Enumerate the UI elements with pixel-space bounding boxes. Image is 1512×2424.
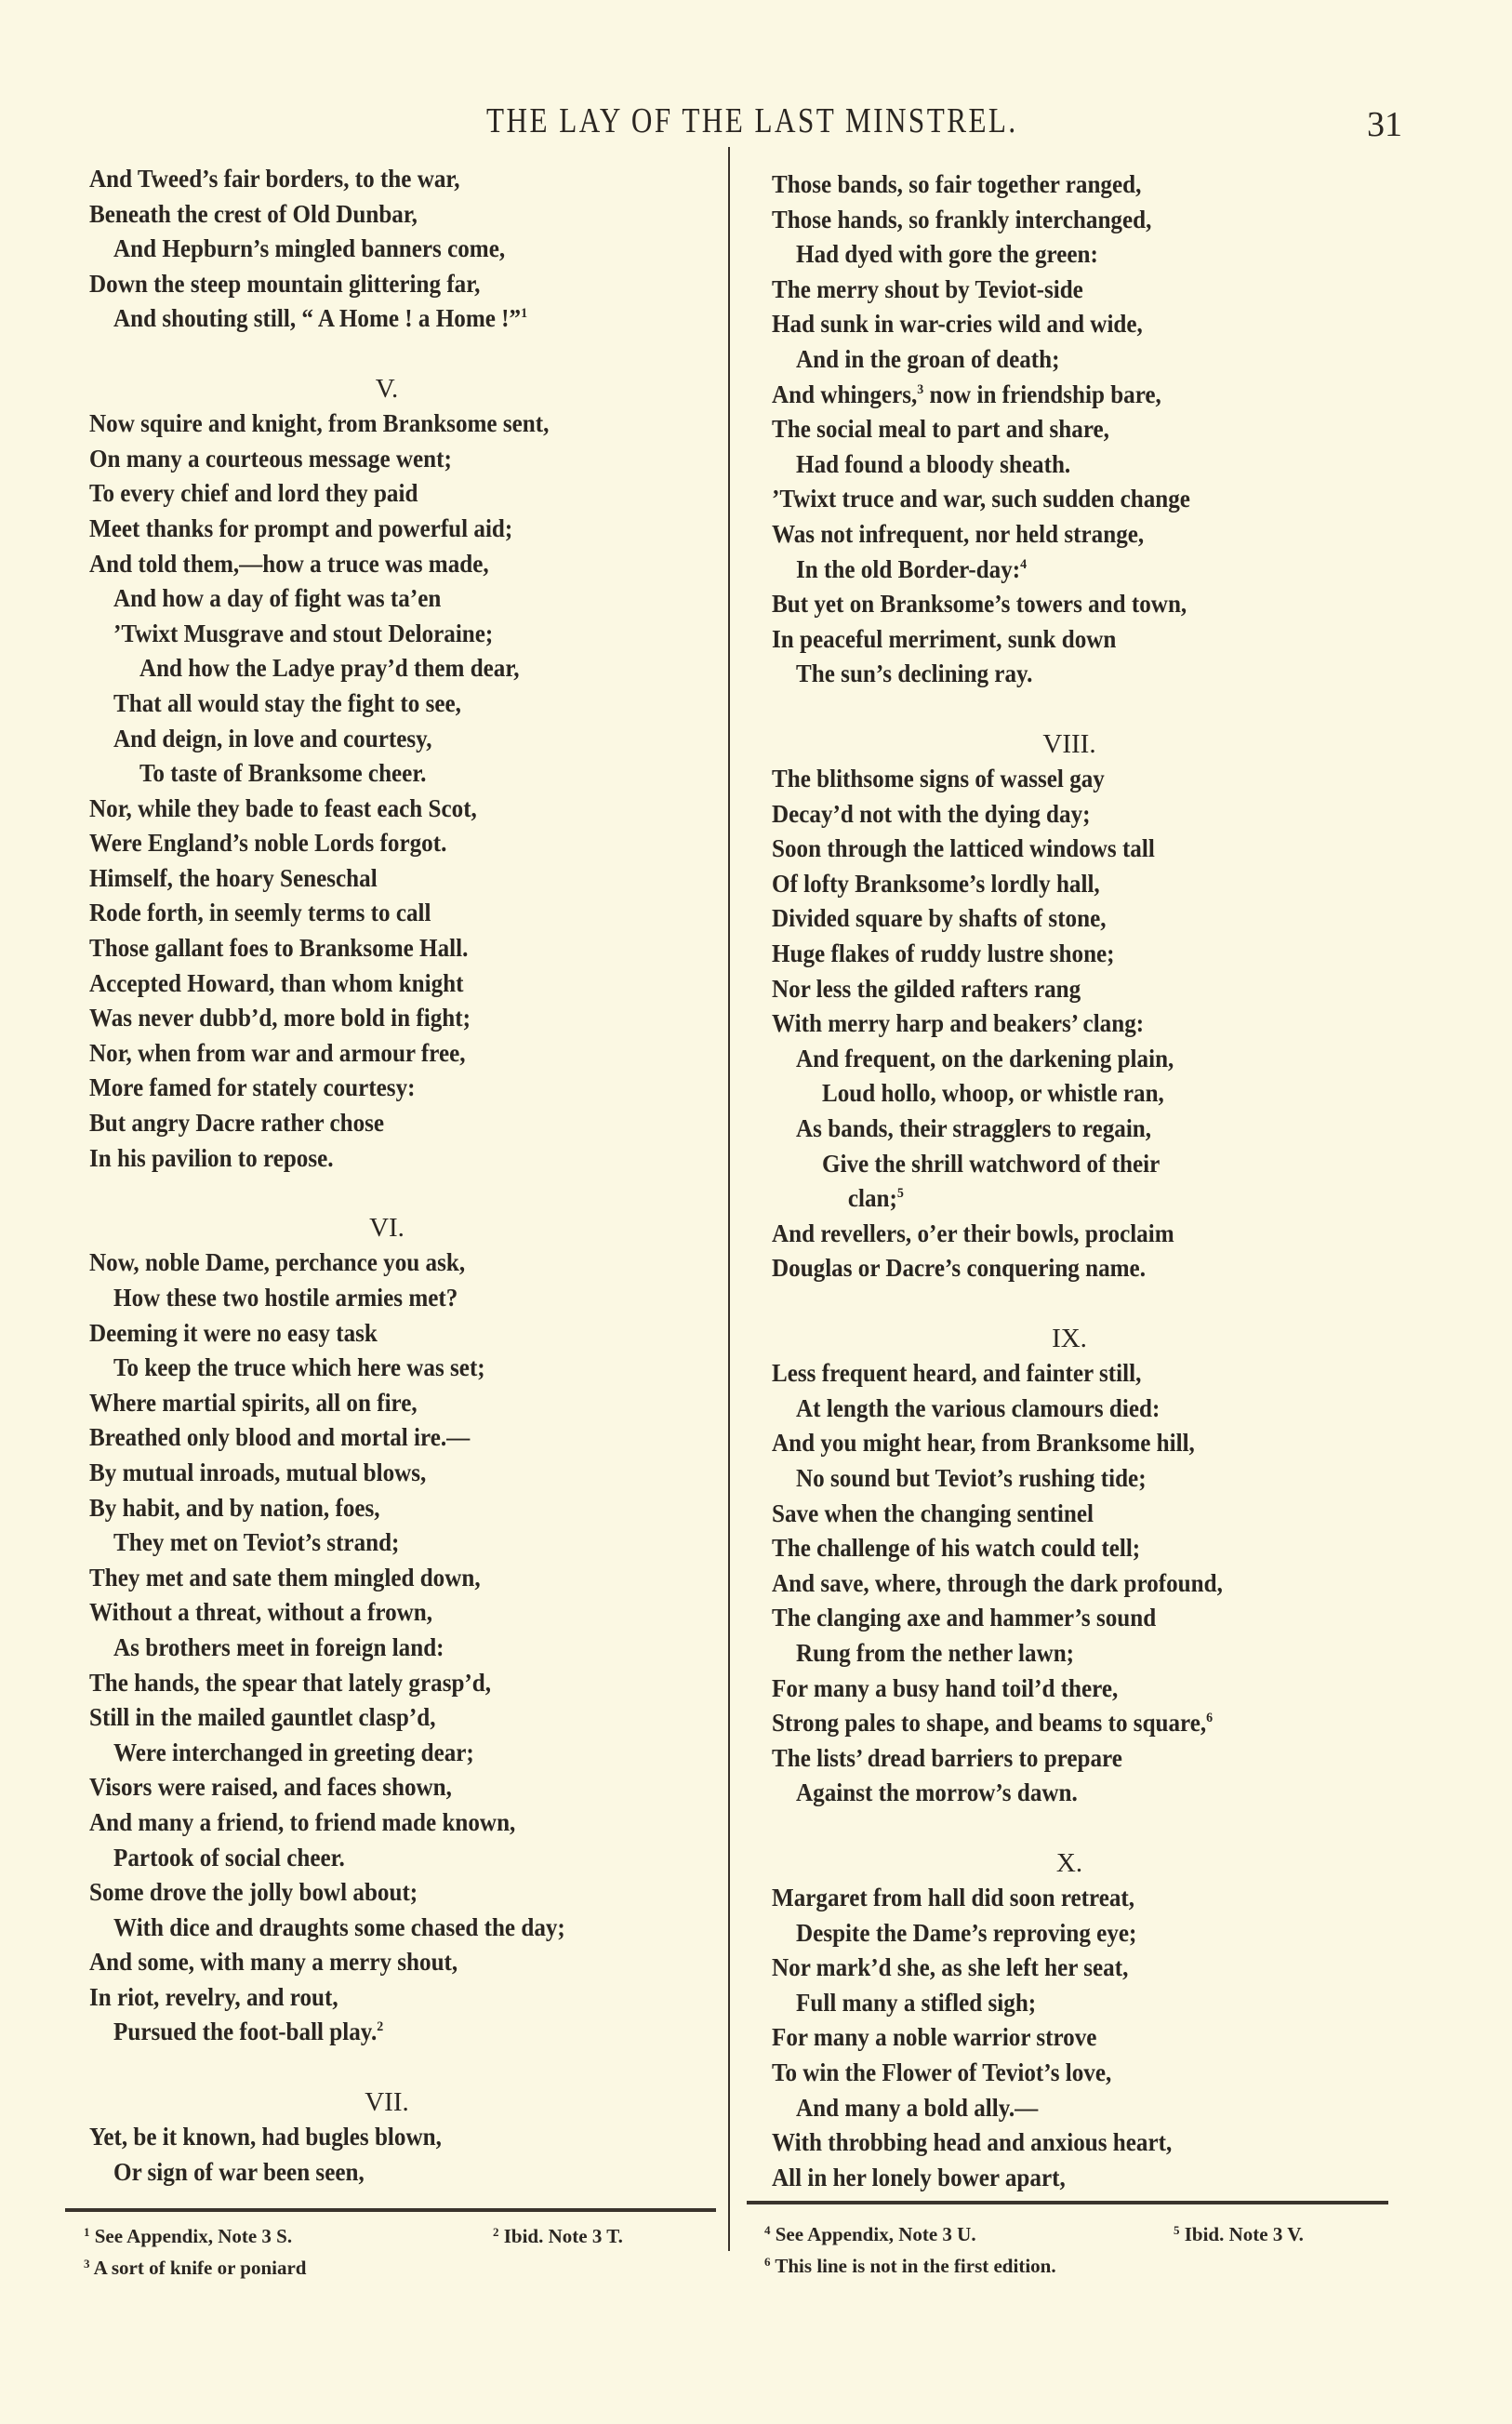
- verse-line: [89, 1245, 695, 1281]
- line-text: As brothers meet in foreign land:: [113, 1632, 444, 1661]
- verse-line: [772, 657, 1377, 692]
- line-text: Divided square by shafts of stone,: [772, 904, 1107, 933]
- line-text: Despite the Dame’s reproving eye;: [796, 1918, 1137, 1947]
- verse-line: [89, 1491, 695, 1526]
- line-text: Less frequent heard, and fainter still,: [772, 1359, 1142, 1388]
- verse-line: [772, 342, 1377, 378]
- line-text: Those gallant foes to Branksome Hall.: [89, 934, 469, 963]
- line-text: And many a bold ally.—: [796, 2093, 1039, 2122]
- verse-line: [89, 197, 695, 233]
- line-text: Margaret from hall did soon retreat,: [772, 1884, 1135, 1912]
- verse-line: [772, 1706, 1377, 1741]
- verse-line: [89, 442, 695, 477]
- footnote-ref: 6: [1206, 1711, 1214, 1726]
- line-text: Were interchanged in greeting dear;: [113, 1738, 474, 1766]
- verse-line: [89, 1386, 695, 1421]
- blank-line: [772, 1286, 1377, 1322]
- verse-line: [89, 1666, 695, 1701]
- verse-line: [772, 2125, 1377, 2161]
- line-text: All in her lonely bower apart,: [772, 2163, 1066, 2191]
- footnote-4: $^4$ See Appendix, Note 3 U.: [764, 2223, 976, 2245]
- verse-line: [772, 1601, 1377, 1636]
- line-text: With dice and draughts some chased the day;: [113, 1912, 565, 1941]
- line-text: But angry Dacre rather chose: [89, 1109, 385, 1138]
- line-text: To every chief and lord they paid: [89, 479, 418, 508]
- verse-line: [89, 651, 695, 686]
- line-text: And revellers, o’er their bowls, proclaim: [772, 1219, 1174, 1247]
- blank-line: [89, 1176, 695, 1211]
- line-text: And how the Ladye pray’d them dear,: [139, 654, 520, 683]
- verse-line: [772, 517, 1377, 553]
- verse-line: [89, 1595, 695, 1631]
- blank-line: [772, 1811, 1377, 1846]
- line-text: Yet, be it known, had bugles blown,: [89, 2123, 442, 2151]
- line-text: By habit, and by nation, foes,: [89, 1493, 380, 1522]
- verse-line: [89, 756, 695, 792]
- line-text: In peaceful merriment, sunk down: [772, 624, 1117, 653]
- line-text: Nor, when from war and armour free,: [89, 1038, 466, 1067]
- verse-line: [772, 447, 1377, 483]
- line-text: And shouting still, “ A Home ! a Home !”: [113, 304, 522, 333]
- line-text: The hands, the spear that lately grasp’d,: [89, 1668, 492, 1697]
- line-text: They met on Teviot’s strand;: [113, 1528, 400, 1557]
- verse-line: [772, 1636, 1377, 1671]
- line-text: And many a friend, to friend made known,: [89, 1807, 516, 1836]
- verse-line: [89, 476, 695, 512]
- footnote-ref: 4: [1020, 556, 1028, 572]
- verse-line: [772, 867, 1377, 902]
- line-text: Save when the changing sentinel: [772, 1498, 1094, 1527]
- line-text: That all would stay the fight to see,: [113, 688, 461, 717]
- verse-line: [89, 2015, 695, 2050]
- line-text: Rung from the nether lawn;: [796, 1638, 1075, 1667]
- verse-line: [89, 617, 695, 652]
- verse-line: [89, 792, 695, 827]
- line-text: And whingers,: [772, 380, 918, 408]
- verse-line: [772, 1426, 1377, 1461]
- verse-line: [772, 2056, 1377, 2091]
- footnote-6: $^6$ This line is not in the first edition.: [764, 2255, 1056, 2277]
- verse-line: [772, 167, 1377, 203]
- stanza-number: [772, 727, 1367, 763]
- line-text: To keep the truce which here was set;: [113, 1353, 485, 1382]
- line-text: In his pavilion to repose.: [89, 1143, 334, 1172]
- footnote-5: $^5$ Ibid. Note 3 V.: [1174, 2223, 1304, 2245]
- line-text: Huge flakes of ruddy lustre shone;: [772, 939, 1115, 968]
- line-text: By mutual inroads, mutual blows,: [89, 1458, 427, 1486]
- verse-line: [772, 1356, 1377, 1392]
- verse-line: [772, 1741, 1377, 1777]
- verse-line: [89, 1036, 695, 1072]
- footnote-ref: 3: [917, 381, 924, 397]
- line-text: Full many a stifled sigh;: [796, 1988, 1037, 2017]
- line-text: And Hepburn’s mingled banners come,: [113, 234, 506, 263]
- footnote-rule-right: [747, 2201, 1388, 2204]
- line-text: IX.: [1052, 1323, 1087, 1353]
- line-text: To win the Flower of Teviot’s love,: [772, 2058, 1112, 2087]
- verse-line: [772, 482, 1377, 517]
- verse-line: [772, 1006, 1377, 1042]
- verse-line: [772, 1497, 1377, 1532]
- footnote-rule-left: [65, 2208, 716, 2212]
- line-text: And save, where, through the dark profound,: [772, 1568, 1223, 1597]
- line-text: Soon through the latticed windows tall: [772, 834, 1155, 863]
- verse-line: [772, 1076, 1377, 1112]
- verse-line: [89, 162, 695, 197]
- line-text: And in the groan of death;: [796, 344, 1060, 373]
- line-text: VI.: [369, 1212, 405, 1243]
- line-text: Nor mark’d she, as she left her seat,: [772, 1953, 1129, 1982]
- line-text: VIII.: [1042, 728, 1096, 759]
- line-text: And frequent, on the darkening plain,: [796, 1044, 1174, 1072]
- line-text: Visors were raised, and faces shown,: [89, 1773, 452, 1802]
- verse-line: [89, 1911, 695, 1946]
- footnote-1: $^1$ See Appendix, Note 3 S.: [84, 2225, 293, 2247]
- verse-line: [772, 1671, 1377, 1707]
- line-text: Had dyed with gore the green:: [796, 240, 1098, 269]
- line-text: As bands, their stragglers to regain,: [796, 1114, 1152, 1143]
- line-text: And some, with many a merry shout,: [89, 1948, 458, 1977]
- verse-line: [89, 1456, 695, 1491]
- verse-line: [89, 581, 695, 617]
- line-text: Still in the mailed gauntlet clasp’d,: [89, 1703, 436, 1732]
- line-text: And deign, in love and courtesy,: [113, 724, 432, 753]
- line-text: Was never dubb’d, more bold in fight;: [89, 1004, 471, 1032]
- verse-line: [772, 797, 1377, 832]
- line-text: Of lofty Branksome’s lordly hall,: [772, 869, 1100, 898]
- line-text: clan;: [847, 1184, 897, 1213]
- line-text: They met and sate them mingled down,: [89, 1563, 481, 1592]
- page-number: 31: [1367, 105, 1402, 144]
- verse-line: [89, 1875, 695, 1911]
- line-text: Nor less the gilded rafters rang: [772, 974, 1081, 1003]
- verse-line: [89, 1631, 695, 1666]
- footnote-ref: 1: [521, 306, 528, 322]
- line-text: Some drove the jolly bowl about;: [89, 1878, 418, 1907]
- line-text: Rode forth, in seemly terms to call: [89, 899, 431, 927]
- line-text: With throbbing head and anxious heart,: [772, 2128, 1173, 2157]
- line-text: For many a busy hand toil’d there,: [772, 1673, 1119, 1702]
- stanza-number: [772, 1322, 1367, 1357]
- verse-line: [772, 307, 1377, 342]
- line-text: And Tweed’s fair borders, to the war,: [89, 165, 460, 193]
- line-text: ’Twixt Musgrave and stout Deloraine;: [113, 619, 494, 647]
- verse-line: [89, 1351, 695, 1386]
- line-text: More famed for stately courtesy:: [89, 1073, 416, 1102]
- verse-line: [772, 622, 1377, 658]
- verse-line: [89, 1805, 695, 1841]
- line-text: The clanging axe and hammer’s sound: [772, 1604, 1157, 1632]
- verse-line: [772, 1566, 1377, 1602]
- verse-line: [772, 587, 1377, 622]
- verse-line: [772, 553, 1377, 588]
- verse-line: [772, 1916, 1377, 1951]
- line-text: How these two hostile armies met?: [113, 1284, 458, 1312]
- line-text: Where martial spirits, all on fire,: [89, 1388, 418, 1417]
- line-text: Or sign of war been seen,: [113, 2157, 365, 2186]
- line-text: Without a threat, without a frown,: [89, 1598, 433, 1627]
- line-text: Partook of social cheer.: [113, 1843, 345, 1871]
- line-text: In riot, revelry, and rout,: [89, 1982, 338, 2011]
- verse-line: [89, 1736, 695, 1771]
- line-text: Those bands, so fair together ranged,: [772, 170, 1142, 198]
- verse-line: [772, 412, 1377, 447]
- verse-line: [772, 1531, 1377, 1566]
- verse-line: [89, 512, 695, 547]
- line-text: For many a noble warrior strove: [772, 2023, 1097, 2052]
- verse-line: [89, 1561, 695, 1596]
- line-text: Those hands, so frankly interchanged,: [772, 205, 1152, 233]
- book-title: THE LAY OF THE LAST MINSTREL.: [486, 101, 1018, 140]
- stanza-number: [772, 1846, 1367, 1882]
- line-text: Decay’d not with the dying day;: [772, 799, 1091, 828]
- verse-line: [772, 937, 1377, 972]
- verse-line: [772, 972, 1377, 1007]
- line-text: The blithsome signs of wassel gay: [772, 765, 1105, 793]
- line-text: The challenge of his watch could tell;: [772, 1534, 1141, 1563]
- verse-line: [772, 1181, 1377, 1217]
- line-text: Down the steep mountain glittering far,: [89, 269, 481, 298]
- verse-line: [772, 1217, 1377, 1252]
- verse-line: [89, 896, 695, 931]
- verse-line: [89, 1841, 695, 1876]
- verse-line: [89, 301, 695, 337]
- line-text: Nor, while they bade to feast each Scot,: [89, 793, 477, 822]
- line-text: Had found a bloody sheath.: [796, 449, 1071, 478]
- verse-line: [772, 378, 1377, 413]
- verse-line: [772, 273, 1377, 308]
- verse-line: [89, 966, 695, 1002]
- verse-line: [772, 1112, 1377, 1147]
- line-text: Pursued the foot-ball play.: [113, 2018, 378, 2046]
- verse-line: [772, 2161, 1377, 2196]
- line-text: ’Twixt truce and war, such sudden change: [772, 485, 1190, 513]
- verse-line: [772, 1881, 1377, 1916]
- line-text: Breathed only blood and mortal ire.—: [89, 1423, 471, 1452]
- verse-line: [89, 1281, 695, 1316]
- footnote-ref: 2: [377, 2019, 384, 2035]
- verse-line: [772, 1776, 1377, 1811]
- verse-line: [89, 1700, 695, 1736]
- verse-line: [772, 832, 1377, 867]
- line-text: VII.: [365, 2086, 409, 2117]
- verse-line: [772, 1951, 1377, 1986]
- line-text: The social meal to part and share,: [772, 415, 1109, 444]
- blank-line: [89, 337, 695, 372]
- verse-line: [89, 2155, 695, 2191]
- line-text: No sound but Teviot’s rushing tide;: [796, 1463, 1147, 1492]
- line-text: To taste of Branksome cheer.: [139, 759, 427, 788]
- verse-line: [89, 232, 695, 267]
- line-text: The sun’s declining ray.: [796, 659, 1033, 688]
- line-text: Beneath the crest of Old Dunbar,: [89, 199, 418, 228]
- verse-line: [89, 686, 695, 722]
- line-text: Loud hollo, whoop, or whistle ran,: [821, 1079, 1164, 1108]
- line-text: The lists’ dread barriers to prepare: [772, 1743, 1122, 1772]
- verse-line: [89, 1106, 695, 1141]
- line-text: And how a day of fight was ta’en: [113, 584, 442, 613]
- line-text: Douglas or Dacre’s conquering name.: [772, 1254, 1146, 1283]
- verse-line: [89, 547, 695, 582]
- line-text: Deeming it were no easy task: [89, 1318, 378, 1347]
- verse-line: [89, 1525, 695, 1561]
- line-text: And you might hear, from Branksome hill,: [772, 1429, 1195, 1458]
- verse-line: [772, 2020, 1377, 2056]
- line-text: But yet on Branksome’s towers and town,: [772, 590, 1187, 619]
- verse-line: [89, 861, 695, 897]
- verse-line: [772, 1251, 1377, 1286]
- verse-line: [89, 2120, 695, 2155]
- line-text: Now squire and knight, from Branksome sent,: [89, 409, 550, 438]
- verse-line: [772, 762, 1377, 797]
- verse-line: [772, 2091, 1377, 2126]
- line-text: Were England’s noble Lords forgot.: [89, 829, 447, 858]
- stanza-number: [89, 372, 684, 407]
- stanza-number: [89, 2085, 684, 2121]
- verse-line: [772, 237, 1377, 273]
- line-text: In the old Border-day:: [796, 554, 1021, 583]
- verse-line: [89, 1141, 695, 1177]
- line-text: The merry shout by Teviot-side: [772, 274, 1083, 303]
- verse-line: [772, 1042, 1377, 1077]
- verse-line: [89, 406, 695, 442]
- line-text: On many a courteous message went;: [89, 444, 452, 473]
- line-text: Had sunk in war-cries wild and wide,: [772, 310, 1143, 339]
- verse-line: [772, 1147, 1377, 1182]
- footnote-2: $^2$ Ibid. Note 3 T.: [493, 2225, 623, 2247]
- verse-line: [89, 1770, 695, 1805]
- running-head: [132, 100, 1372, 141]
- verse-line: [772, 901, 1377, 937]
- column-divider: [728, 147, 730, 2251]
- blank-line: [772, 692, 1377, 727]
- verse-line: [89, 1420, 695, 1456]
- verse-line: [772, 1986, 1377, 2021]
- line-text: V.: [375, 373, 399, 404]
- line-text: Now, noble Dame, perchance you ask,: [89, 1248, 466, 1277]
- verse-line: [89, 1316, 695, 1352]
- verse-line: [772, 203, 1377, 238]
- line-text: With merry harp and beakers’ clang:: [772, 1009, 1145, 1038]
- footnote-3: $^3$ A sort of knife or poniard: [84, 2257, 307, 2279]
- verse-line: [89, 1001, 695, 1036]
- verse-line: [89, 722, 695, 757]
- line-text: Was not infrequent, nor held strange,: [772, 519, 1145, 548]
- right-column: [772, 167, 1423, 2195]
- line-text: Accepted Howard, than whom knight: [89, 968, 464, 997]
- verse-line: [89, 826, 695, 861]
- verse-line: [772, 1461, 1377, 1497]
- verse-line: [89, 1980, 695, 2016]
- verse-line: [89, 931, 695, 966]
- stanza-number: [89, 1211, 684, 1246]
- verse-line: [89, 1945, 695, 1980]
- line-text: X.: [1055, 1847, 1083, 1878]
- verse-line: [89, 1071, 695, 1106]
- line-text: At length the various clamours died:: [796, 1393, 1161, 1422]
- verse-line: [89, 267, 695, 302]
- verse-line: [772, 1392, 1377, 1427]
- footnote-ref: 5: [896, 1186, 904, 1202]
- line-text-continued: now in friendship bare,: [923, 380, 1161, 408]
- line-text: Against the morrow’s dawn.: [796, 1778, 1078, 1807]
- left-column: [89, 162, 740, 2190]
- blank-line: [89, 2050, 695, 2085]
- line-text: And told them,—how a truce was made,: [89, 549, 489, 578]
- line-text: Himself, the hoary Seneschal: [89, 863, 378, 892]
- line-text: Meet thanks for prompt and powerful aid;: [89, 513, 513, 542]
- line-text: Strong pales to shape, and beams to square,: [772, 1709, 1207, 1738]
- line-text: Give the shrill watchword of their: [821, 1149, 1161, 1178]
